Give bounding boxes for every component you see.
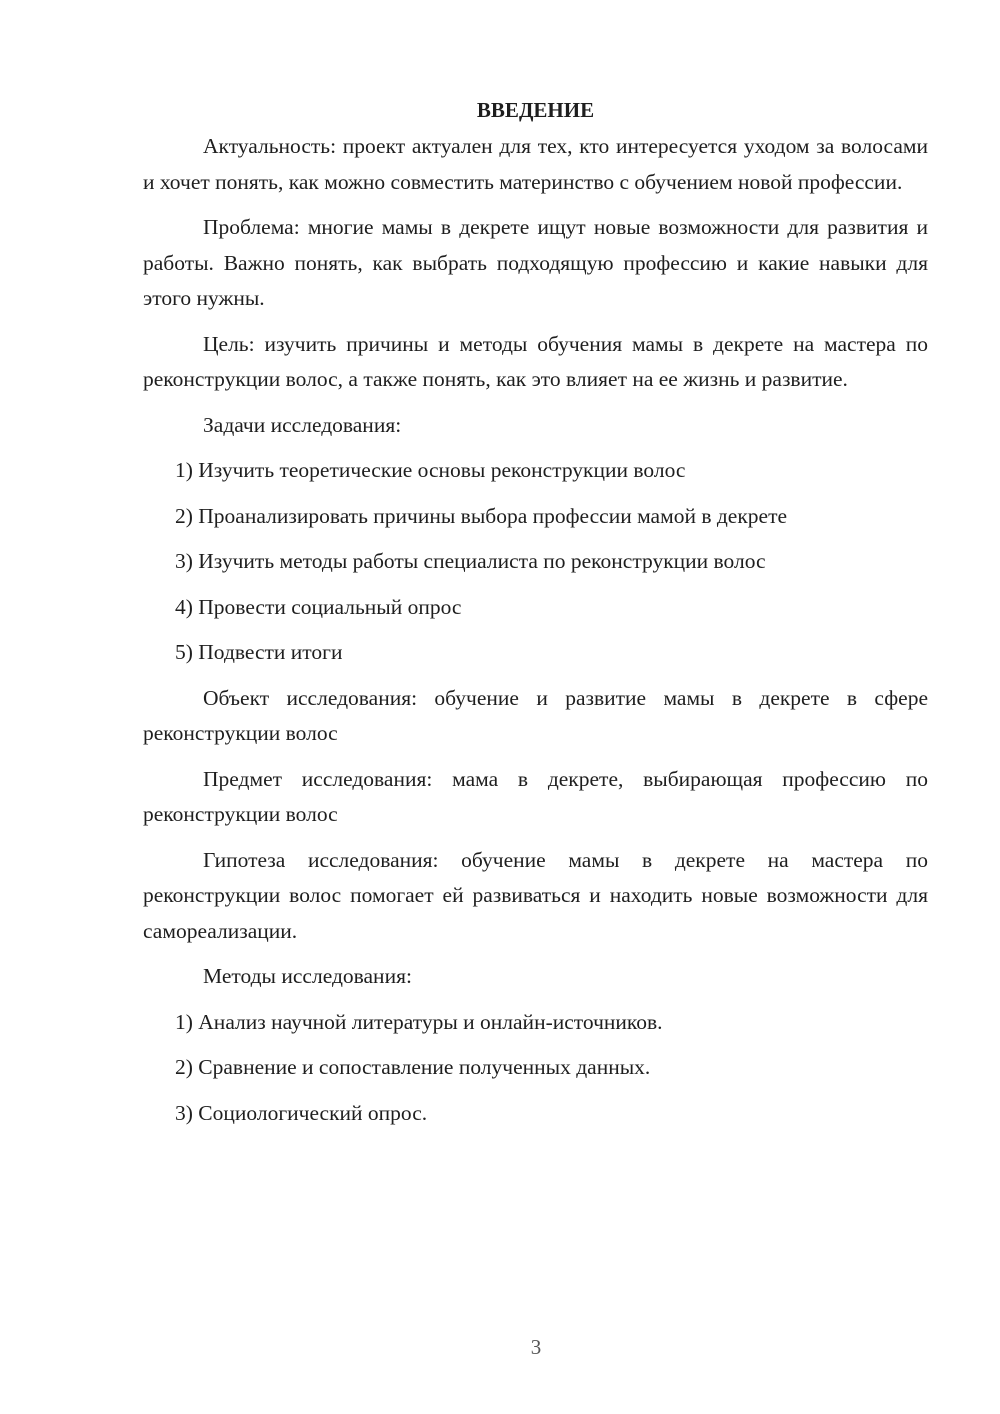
task-item: 3) Изучить методы работы специалиста по реконструкции волос [175, 549, 766, 573]
hypothesis-paragraph: Гипотеза исследования: обучение мамы в декрете на мастера по реконструкции волос помогает ей развиваться и находить новые возможности для самореализации. [143, 847, 928, 943]
relevance-paragraph: Актуальность: проект актуален для тех, кто интересуется уходом за волосами и хочет понять, как можно совместить материнство с обучением новой профессии. [143, 134, 928, 194]
task-item: 4) Провести социальный опрос [175, 594, 462, 619]
section-title: ВВЕДЕНИЕ [476, 98, 595, 122]
method-item: 3) Социологический опрос. [175, 1100, 428, 1125]
object-paragraph: Объект исследования: обучение и развитие мамы в декрете в сфере реконструкции волос [143, 685, 928, 745]
methods-heading: Методы исследования: [203, 964, 412, 988]
task-item: 2) Проанализировать причины выбора профессии мамой в декрете [175, 503, 788, 528]
page-number: 3 [530, 1335, 542, 1359]
goal-paragraph: Цель: изучить причины и методы обучения мамы в декрете на мастера по реконструкции волос, а также понять, как это влияет на ее жизнь и развитие. [143, 331, 928, 391]
task-item: 1) Изучить теоретические основы реконструкции волос [175, 458, 686, 482]
tasks-list [143, 453, 928, 671]
method-item: 1) Анализ научной литературы и онлайн-источников. [175, 1009, 663, 1034]
tasks-heading: Задачи исследования: [203, 412, 402, 437]
task-item: 5) Подвести итоги [175, 640, 343, 664]
method-item: 2) Сравнение и сопоставление полученных данных. [175, 1055, 651, 1079]
subject-paragraph: Предмет исследования: мама в декрете, выбирающая профессию по реконструкции волос [143, 766, 928, 826]
methods-list [143, 1005, 928, 1132]
page-content [143, 94, 928, 1141]
problem-paragraph: Проблема: многие мамы в декрете ищут новые возможности для развития и работы. Важно понять, как выбрать подходящую профессию и какие навыки для этого нужны. [143, 215, 928, 310]
